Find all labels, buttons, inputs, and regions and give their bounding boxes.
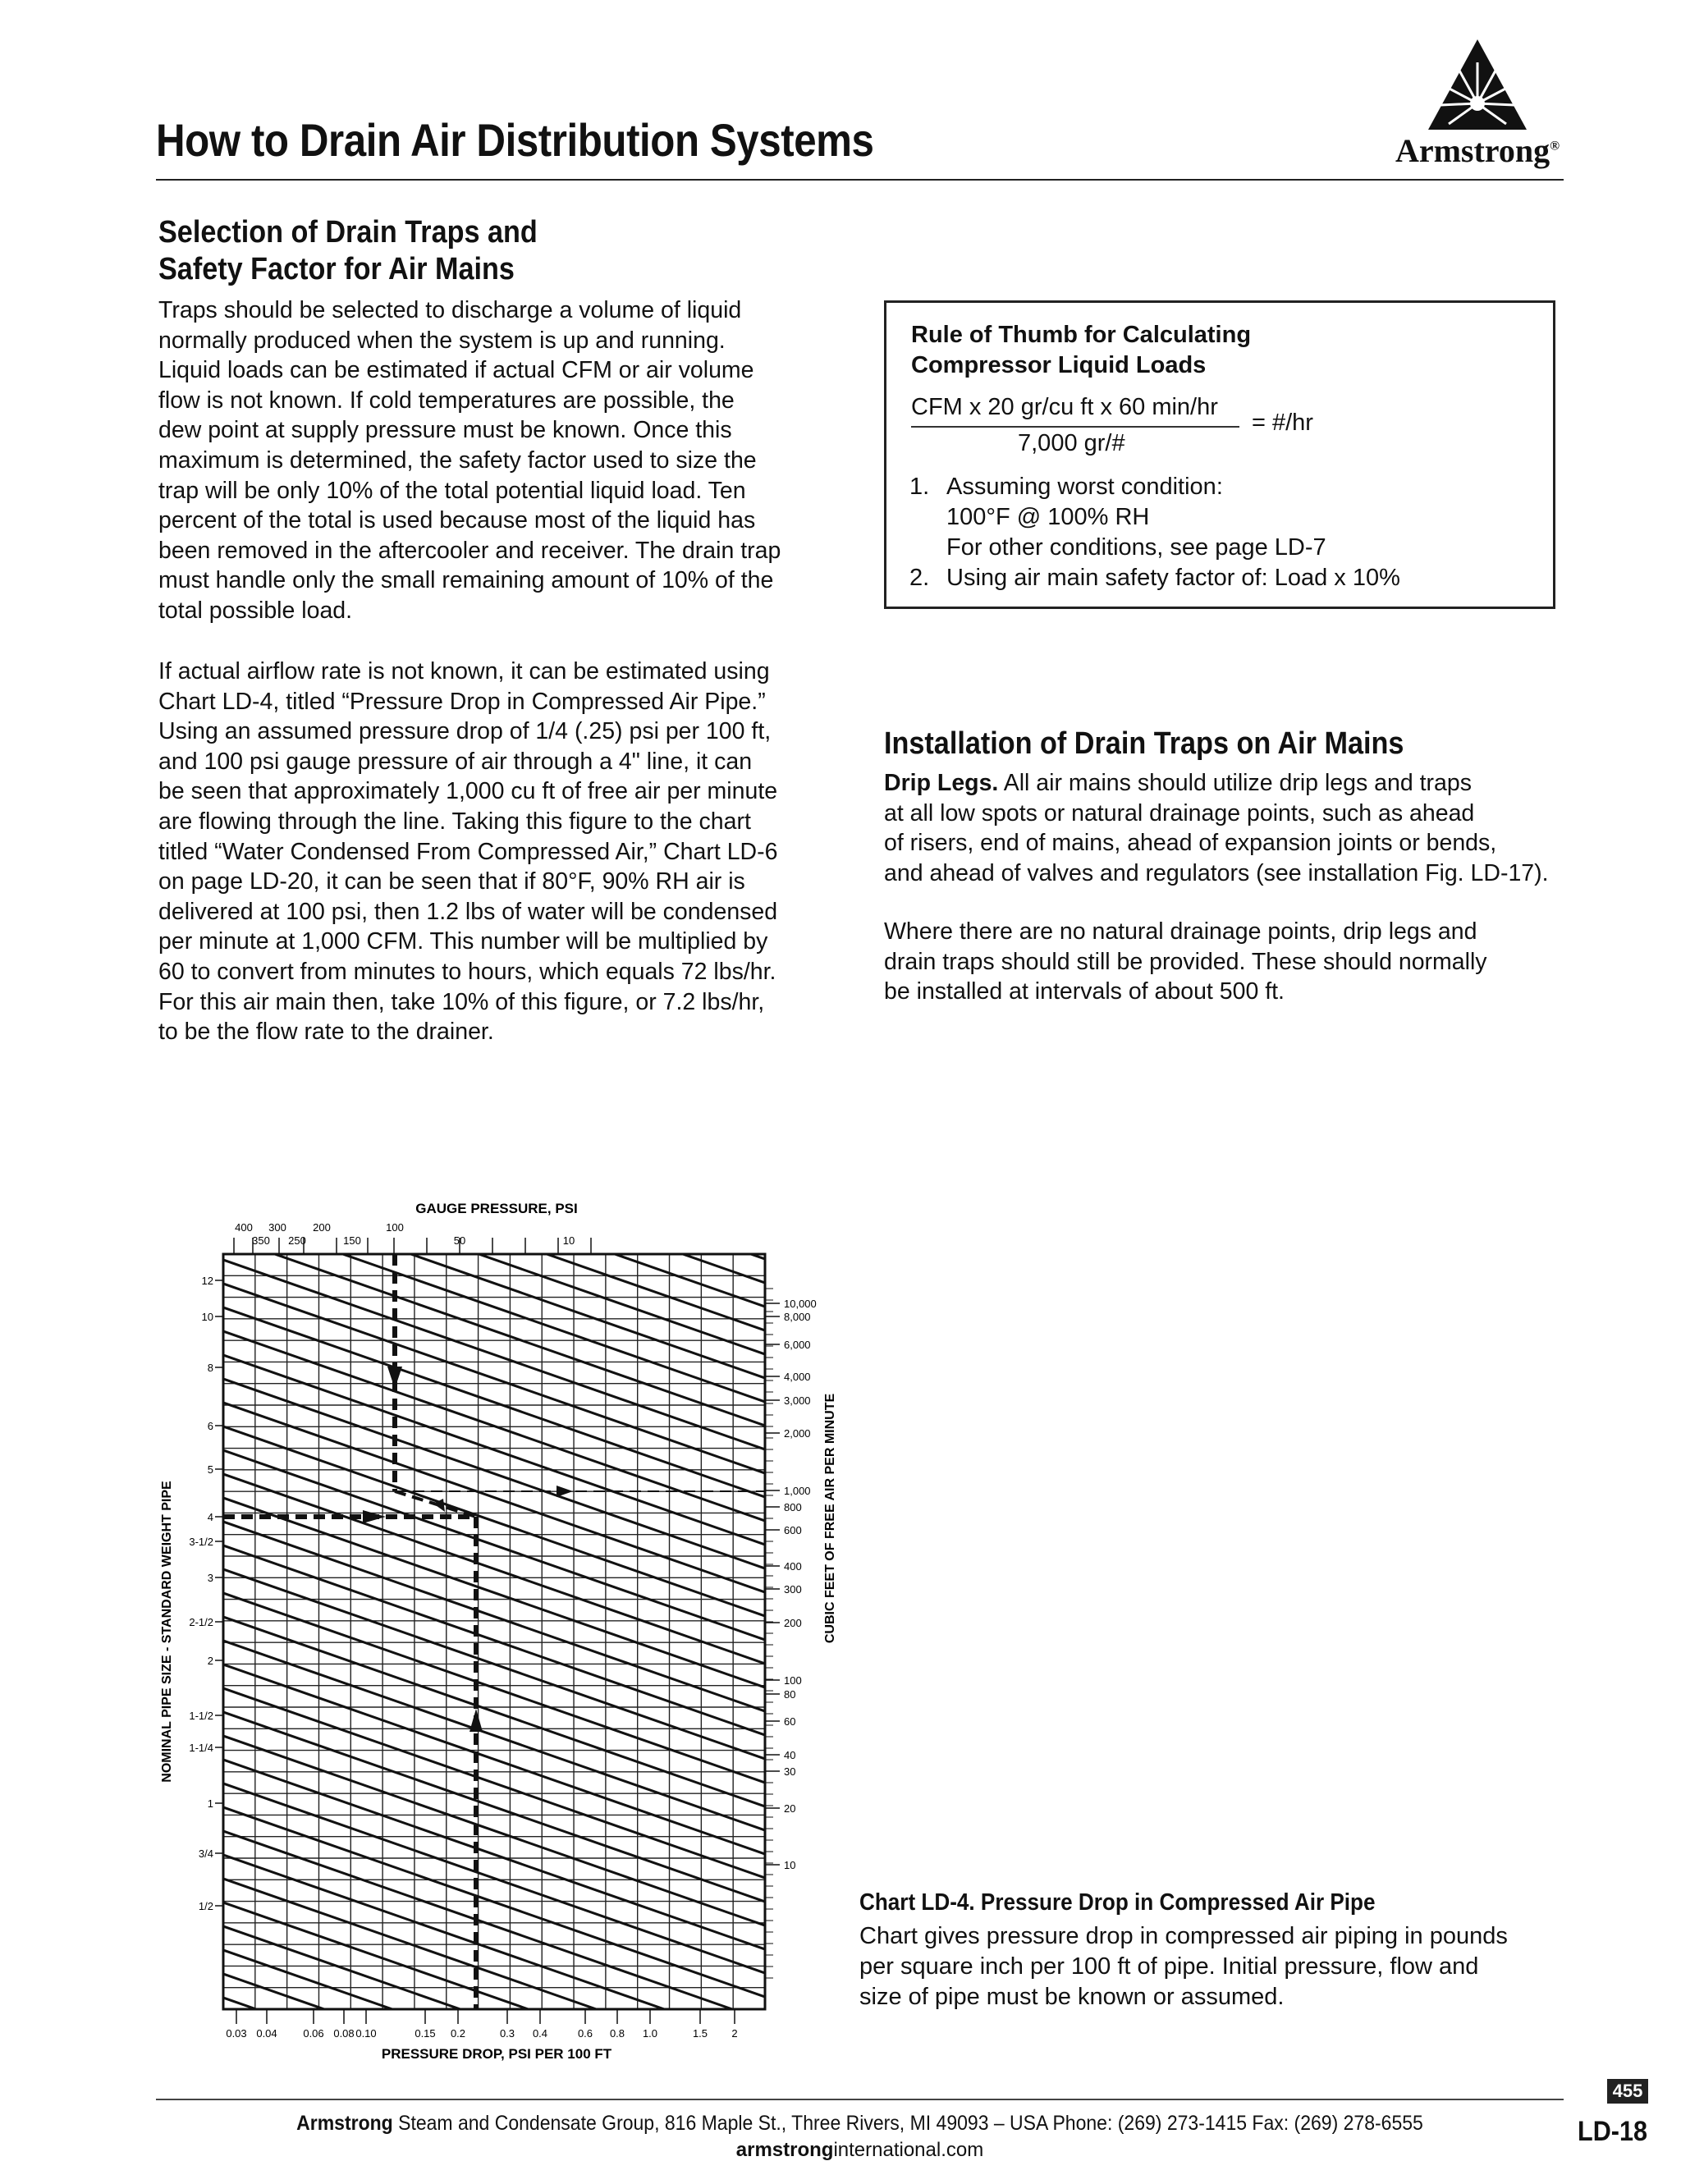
left-tick-label: 3 <box>207 1572 213 1584</box>
formula-fraction-bar <box>911 426 1239 428</box>
footer-web-rest: international.com <box>833 2139 984 2161</box>
right-tick-label: 2,000 <box>784 1427 811 1440</box>
left-tick-label: 8 <box>207 1362 213 1374</box>
arrow-down-icon <box>387 1367 402 1389</box>
bottom-tick-label: 0.8 <box>609 2027 625 2040</box>
chart-y2-axis-label: CUBIC FEET OF FREE AIR PER MINUTE <box>823 1393 837 1644</box>
starburst-logo-icon <box>1371 39 1584 134</box>
list-item-1-line3: For other conditions, see page LD-7 <box>946 534 1326 561</box>
footer-web-bold: armstrong <box>735 2139 834 2161</box>
drip-legs-text: All air mains should utilize drip legs and traps at all low spots or natural drainage points, such as ahead of risers, end of mains, ahead of expansion joints or bends, and ahead of valves and regulators (see installation Fig. LD-17). <box>884 770 1549 886</box>
section2-heading: Installation of Drain Traps on Air Mains <box>884 726 1404 761</box>
pressure-diagonal-line <box>207 1190 781 1193</box>
top-tick-label: 10 <box>562 1234 575 1247</box>
footer-rule <box>156 2099 1564 2100</box>
left-tick-label: 3-1/2 <box>189 1536 213 1548</box>
top-tick-label: 400 <box>235 1221 253 1234</box>
right-tick-label: 8,000 <box>784 1311 811 1323</box>
list-item-2-line1 <box>909 563 1400 593</box>
bottom-tick-label: 0.06 <box>303 2027 324 2040</box>
chart-caption-body: Chart gives pressure drop in compressed air piping in pounds per square inch per 100 ft of pipe. Initial pressure, flow and size of pipe must be known or assumed. <box>859 1923 1508 2010</box>
right-tick-label: 800 <box>784 1501 802 1513</box>
bottom-tick-label: 0.04 <box>256 2027 277 2040</box>
footer-website[interactable] <box>156 2139 1564 2162</box>
left-tick-label: 6 <box>207 1420 213 1432</box>
bottom-tick-label: 0.15 <box>415 2027 436 2040</box>
left-tick-label: 2 <box>207 1655 213 1667</box>
list-item-1-text: Assuming worst condition: <box>946 474 1223 500</box>
arrow-up-icon <box>469 1709 483 1732</box>
right-tick-label: 4,000 <box>784 1371 811 1383</box>
right-tick-label: 6,000 <box>784 1339 811 1351</box>
bottom-tick-label: 0.3 <box>499 2027 515 2040</box>
rule-box-title: Rule of Thumb for Calculating Compressor Liquid Loads <box>911 322 1252 378</box>
bottom-tick-label: 0.6 <box>577 2027 593 2040</box>
right-tick-label: 200 <box>784 1617 802 1629</box>
pressure-diagonal-line <box>207 2063 781 2068</box>
left-tick-label: 10 <box>201 1311 213 1323</box>
right-tick-label: 10,000 <box>784 1298 817 1310</box>
formula-numerator: CFM x 20 gr/cu ft x 60 min/hr <box>911 394 1218 420</box>
rule-box-list <box>909 472 1400 593</box>
right-tick-label: 400 <box>784 1560 802 1573</box>
bottom-tick-label: 0.03 <box>226 2027 247 2040</box>
list-item-1-line2: 100°F @ 100% RH <box>946 504 1150 530</box>
page-number-badge: 455 <box>1607 2079 1648 2104</box>
list-item-2-number: 2. <box>909 565 930 591</box>
section1-heading-line1: Selection of Drain Traps and <box>158 215 538 250</box>
top-tick-label: 100 <box>386 1221 404 1234</box>
right-tick-label: 1,000 <box>784 1485 811 1497</box>
section1-heading-line2: Safety Factor for Air Mains <box>158 252 515 286</box>
bottom-tick-label: 0.4 <box>532 2027 548 2040</box>
top-tick-label: 50 <box>453 1234 466 1247</box>
footer-address <box>213 2112 1508 2136</box>
section1-paragraph-2: If actual airflow rate is not known, it can be estimated using Chart LD-4, titled “Pressure Drop in Compressed Air Pipe.” Using an assumed pressure drop of 1/4 (.25) psi per 100 ft, and 100 psi gauge pressure of air through a 4" line, it can be seen that approximately 1,000 cu ft of free air per minute are flowing through the line. Taking this figure to the chart titled “Water Condensed From Compressed Air,” Chart LD-6 on page LD-20, it can be seen that if 80°F, 90% RH air is delivered at 100 psi, then 1.2 lbs of water will be condensed per minute at 1,000 CFM. This number will be multiplied by 60 to convert from minutes to hours, which equals 72 lbs/hr. For this air main then, take 10% of this figure, or 7.2 lbs/hr, to be the flow rate to the drainer. <box>158 658 778 1046</box>
formula-denominator: 7,000 gr/# <box>1018 430 1125 456</box>
right-tick-label: 40 <box>784 1749 796 1761</box>
left-tick-label: 4 <box>207 1511 213 1523</box>
bottom-tick-label: 0.2 <box>450 2027 466 2040</box>
drip-legs-lead: Drip Legs. <box>884 770 999 796</box>
left-tick-label: 1/2 <box>198 1900 213 1912</box>
left-tick-label: 1-1/2 <box>189 1710 213 1722</box>
section2-paragraph-1 <box>884 768 1573 888</box>
bottom-tick-label: 1.5 <box>692 2027 708 2040</box>
footer-company-bold: Armstrong <box>296 2112 393 2135</box>
bottom-tick-label: 0.08 <box>333 2027 355 2040</box>
footer-company-rest: Steam and Condensate Group, 816 Maple St., Three Rivers, MI 49093 – USA Phone: (269) 273-1415 Fax: (269) 278-6555 <box>392 2112 1423 2135</box>
section2-paragraph-2: Where there are no natural drainage points, drip legs and drain traps should still be provided. These should normally be installed at intervals of about 500 ft. <box>884 918 1487 1005</box>
brand-name: Armstrong <box>1395 132 1550 169</box>
chart-caption-title: Chart LD-4. Pressure Drop in Compressed Air Pipe <box>859 1889 1376 1916</box>
arrow-right-small-icon <box>557 1486 573 1497</box>
page-code: LD-18 <box>1578 2116 1648 2147</box>
right-tick-label: 10 <box>784 1859 796 1871</box>
list-item-1-line1 <box>909 472 1400 502</box>
bottom-tick-label: 1.0 <box>642 2027 658 2040</box>
top-tick-label: 300 <box>268 1221 286 1234</box>
right-tick-label: 600 <box>784 1524 802 1536</box>
right-tick-label: 60 <box>784 1715 796 1728</box>
bottom-tick-label: 0.10 <box>355 2027 377 2040</box>
pressure-drop-chart <box>148 1190 886 2068</box>
top-tick-label: 200 <box>313 1221 331 1234</box>
right-tick-label: 20 <box>784 1802 796 1815</box>
bottom-tick-label: 2 <box>731 2027 738 2040</box>
page-title: How to Drain Air Distribution Systems <box>156 114 874 166</box>
list-item-1-number: 1. <box>909 474 930 500</box>
right-tick-label: 80 <box>784 1688 796 1701</box>
right-tick-label: 3,000 <box>784 1394 811 1407</box>
left-tick-label: 5 <box>207 1463 213 1476</box>
section1-paragraph-1: Traps should be selected to discharge a volume of liquid normally produced when the system is up and running. Liquid loads can be estimated if actual CFM or air volume flow is not known. If cold temperatures are possible, the dew point at supply pressure must be known. Once this maximum is determined, the safety factor used to size the trap will be only 10% of the total potential liquid load. Ten percent of the total is used because most of the liquid has been removed in the aftercooler and receiver. The drain trap must handle only the small remaining amount of 10% of the total possible load. <box>158 297 781 624</box>
header-rule <box>156 179 1564 181</box>
left-tick-label: 3/4 <box>198 1847 213 1860</box>
left-tick-label: 12 <box>201 1275 213 1287</box>
left-tick-label: 2-1/2 <box>189 1616 213 1628</box>
top-tick-label: 350 <box>252 1234 270 1247</box>
right-tick-label: 100 <box>784 1674 802 1687</box>
right-tick-label: 300 <box>784 1583 802 1596</box>
chart-title: GAUGE PRESSURE, PSI <box>415 1201 578 1216</box>
right-tick-label: 30 <box>784 1765 796 1778</box>
top-tick-label: 250 <box>288 1234 306 1247</box>
formula-result: = #/hr <box>1252 410 1313 436</box>
chart-y-axis-label: NOMINAL PIPE SIZE - STANDARD WEIGHT PIPE <box>160 1481 174 1783</box>
chart-x-axis-label: PRESSURE DROP, PSI PER 100 FT <box>381 2046 612 2062</box>
left-tick-label: 1 <box>207 1797 213 1810</box>
list-item-2-text: Using air main safety factor of: Load x 10% <box>946 565 1400 591</box>
top-tick-label: 150 <box>343 1234 361 1247</box>
armstrong-logo <box>1371 39 1584 179</box>
registered-mark: ® <box>1550 139 1560 153</box>
left-tick-label: 1-1/4 <box>189 1742 213 1754</box>
